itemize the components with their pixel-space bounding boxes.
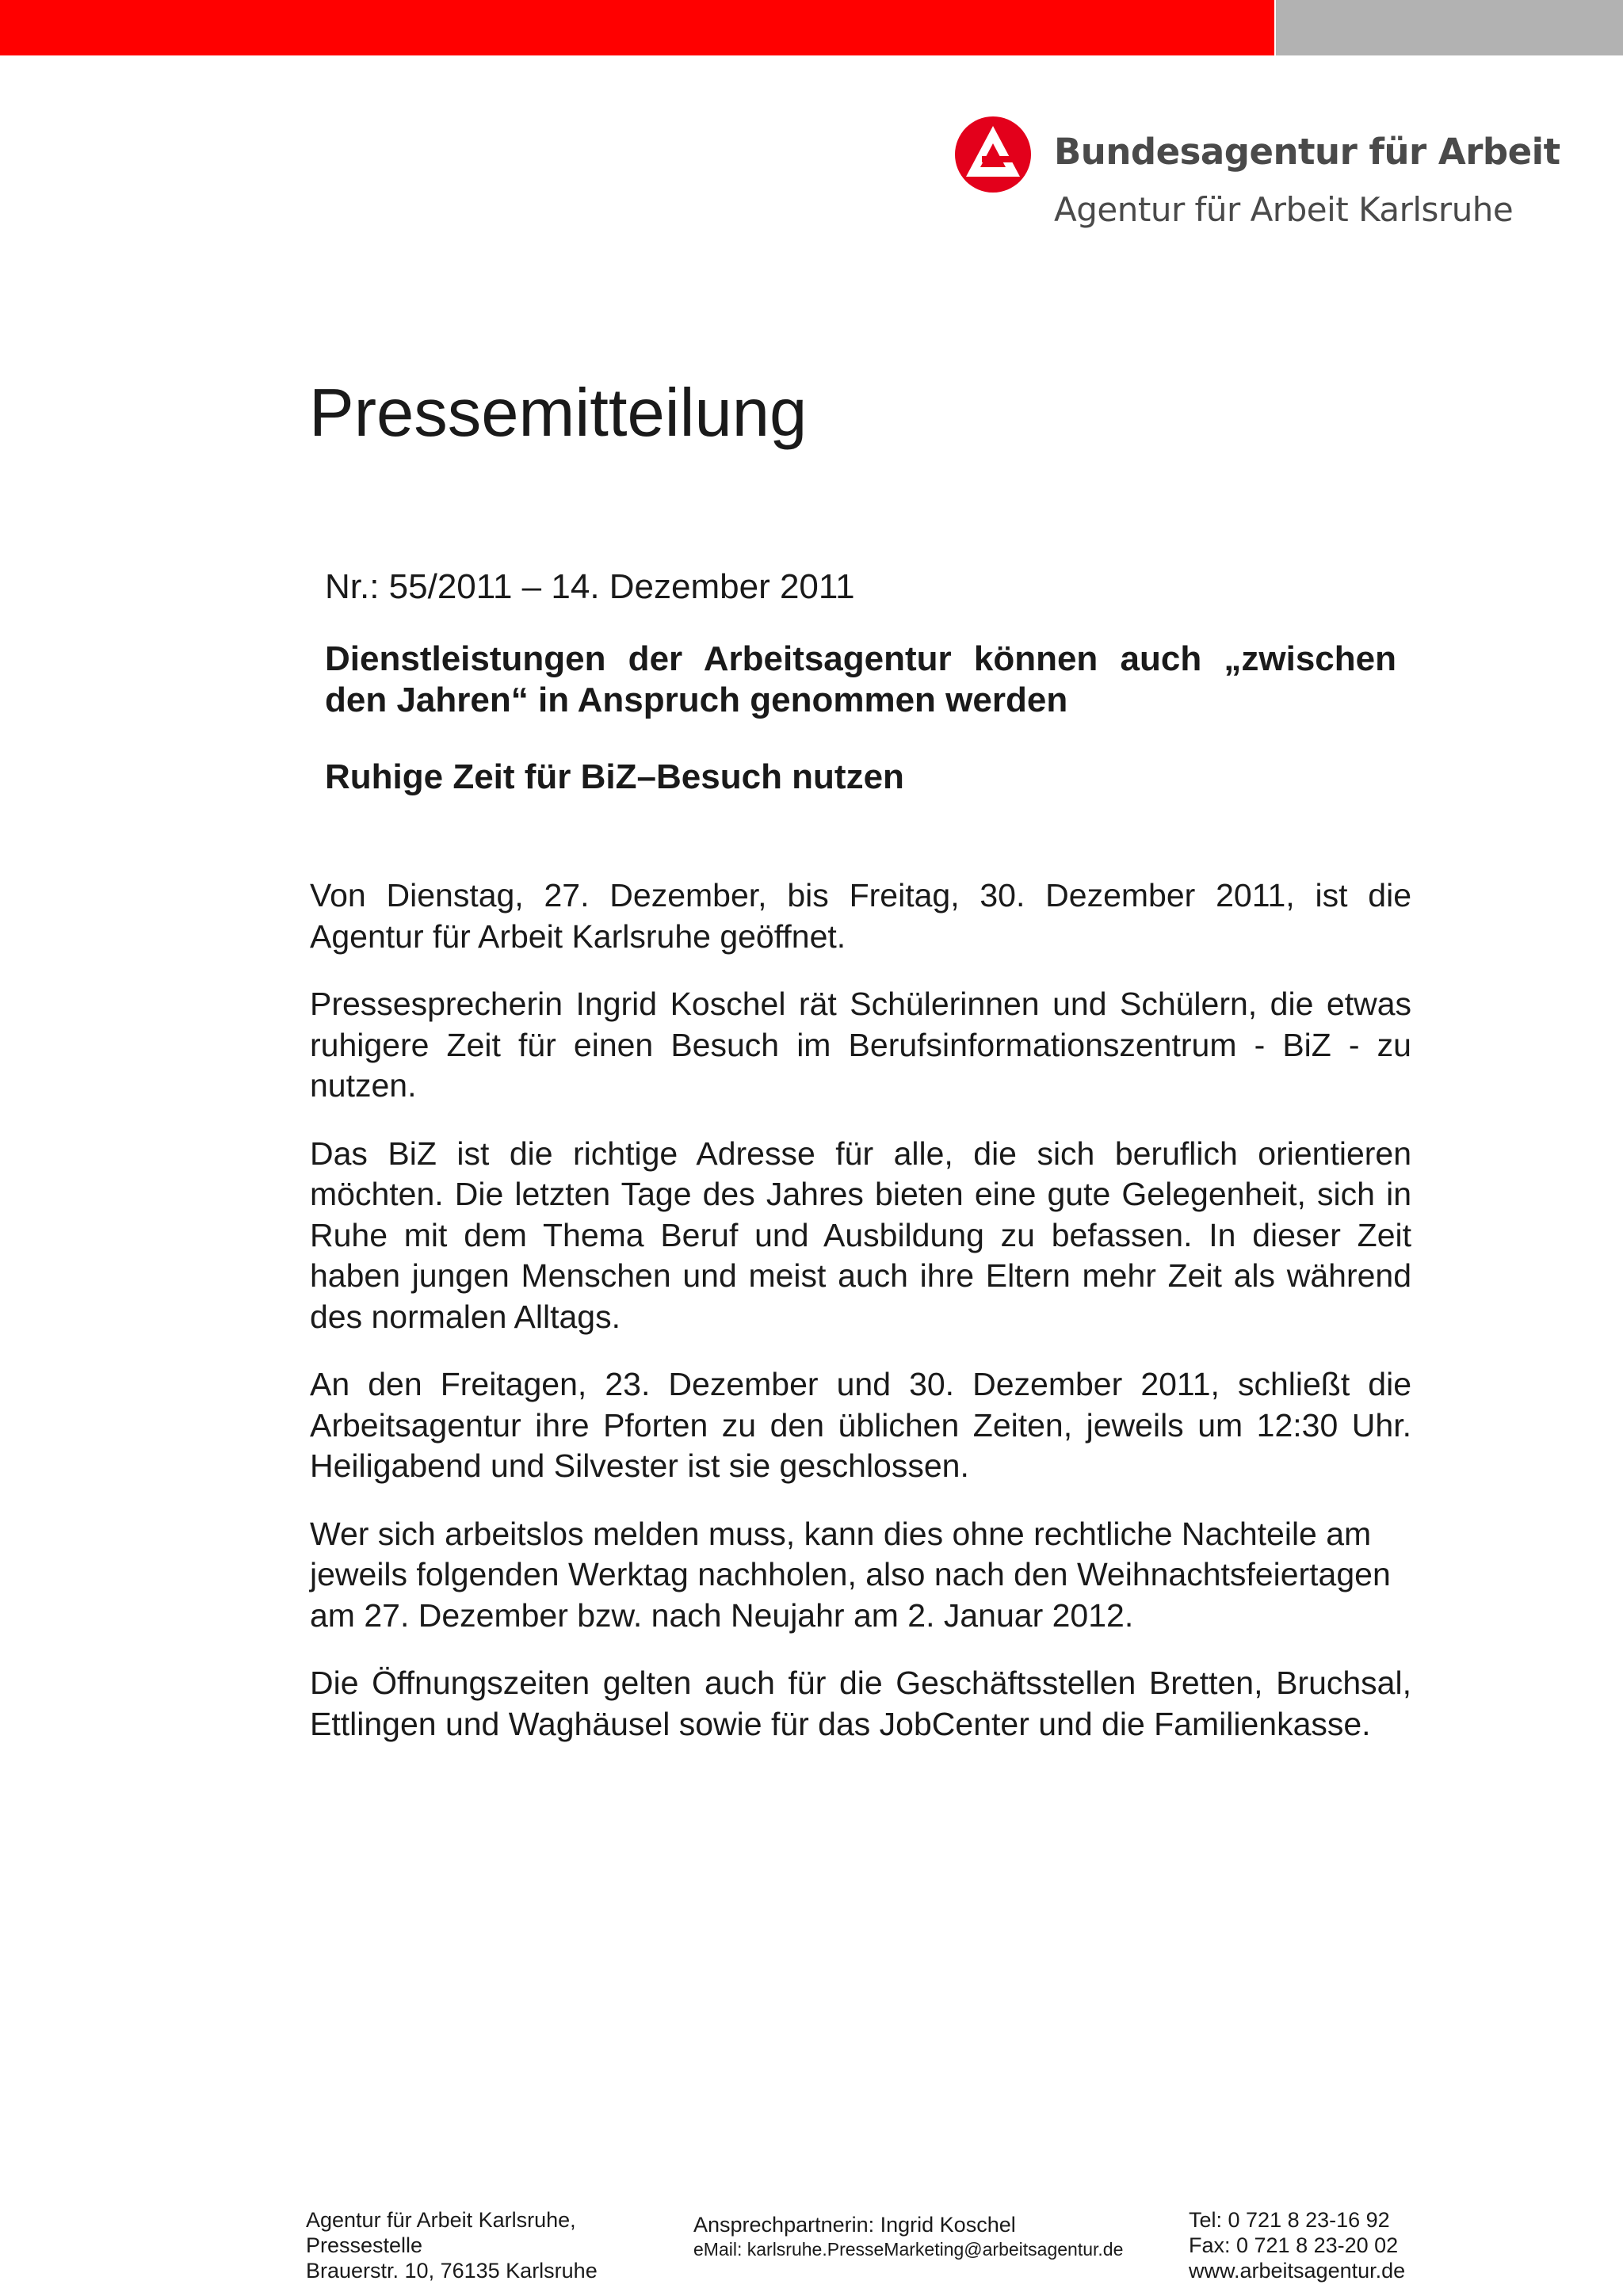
- top-bar-red: [0, 0, 1274, 55]
- footer-contact-person: Ansprechpartnerin: Ingrid Koschel: [693, 2213, 1016, 2237]
- footer-address-line: Brauerstr. 10, 76135 Karlsruhe: [306, 2259, 598, 2283]
- bundesagentur-logo-icon: [953, 115, 1033, 194]
- footer-contact: [693, 2213, 1123, 2262]
- issue-number-date: Nr.: 55/2011 – 14. Dezember 2011: [325, 567, 855, 606]
- footer-address: [306, 2207, 598, 2283]
- press-subheadline: Ruhige Zeit für BiZ–Besuch nutzen: [325, 757, 904, 796]
- footer-email: eMail: karlsruhe.PresseMarketing@arbeitsagentur.de: [693, 2239, 1124, 2260]
- body-paragraph: Die Öffnungszeiten gelten auch für die Geschäftsstellen Bretten, Bruchsal, Ettlingen und Waghäusel sowie für das JobCenter und die Familienkasse.: [310, 1665, 1411, 1742]
- body-paragraph: Von Dienstag, 27. Dezember, bis Freitag, 30. Dezember 2011, ist die Agentur für Arbeit Karlsruhe geöffnet.: [310, 877, 1411, 955]
- body-paragraph: An den Freitagen, 23. Dezember und 30. Dezember 2011, schließt die Arbeitsagentur ihre Pforten zu den üblichen Zeiten, jeweils um 12:30 Uhr. Heiligabend und Silvester ist sie geschlossen.: [310, 1366, 1411, 1484]
- brand-subtitle: Agentur für Arbeit Karlsruhe: [1054, 190, 1514, 229]
- footer-fax: Fax: 0 721 8 23-20 02: [1189, 2233, 1399, 2257]
- press-body: [310, 875, 1411, 1772]
- press-headline: Dienstleistungen der Arbeitsagentur können auch „zwischen den Jahren“ in Anspruch genommen werden: [325, 639, 1396, 719]
- body-paragraph: Pressesprecherin Ingrid Koschel rät Schülerinnen und Schülern, die etwas ruhigere Zeit für einen Besuch im Berufsinformationszentrum - BiZ - zu nutzen.: [310, 986, 1411, 1104]
- footer-web: www.arbeitsagentur.de: [1189, 2259, 1406, 2283]
- footer-phone-web: [1189, 2207, 1405, 2283]
- brand-name: Bundesagentur für Arbeit: [1054, 131, 1560, 173]
- footer-address-line: Pressestelle: [306, 2233, 423, 2257]
- top-bar-grey: [1276, 0, 1623, 55]
- document-type-title: Pressemitteilung: [309, 376, 808, 451]
- body-paragraph: Das BiZ ist die richtige Adresse für alle, die sich beruflich orientieren möchten. Die letzten Tage des Jahres bieten eine gute Gelegenheit, sich in Ruhe mit dem Thema Beruf und Ausbildung zu befassen. In dieser Zeit haben jungen Menschen und meist auch ihre Eltern mehr Zeit als während des normalen Alltags.: [310, 1135, 1411, 1335]
- footer-tel: Tel: 0 721 8 23-16 92: [1189, 2208, 1390, 2232]
- footer-address-line: Agentur für Arbeit Karlsruhe,: [306, 2208, 576, 2232]
- body-paragraph: Wer sich arbeitslos melden muss, kann dies ohne rechtliche Nachteile am jeweils folgenden Werktag nachholen, also nach den Weihnachtsfeiertagen am 27. Dezember bzw. nach Neujahr am 2. Januar 2012.: [310, 1515, 1391, 1634]
